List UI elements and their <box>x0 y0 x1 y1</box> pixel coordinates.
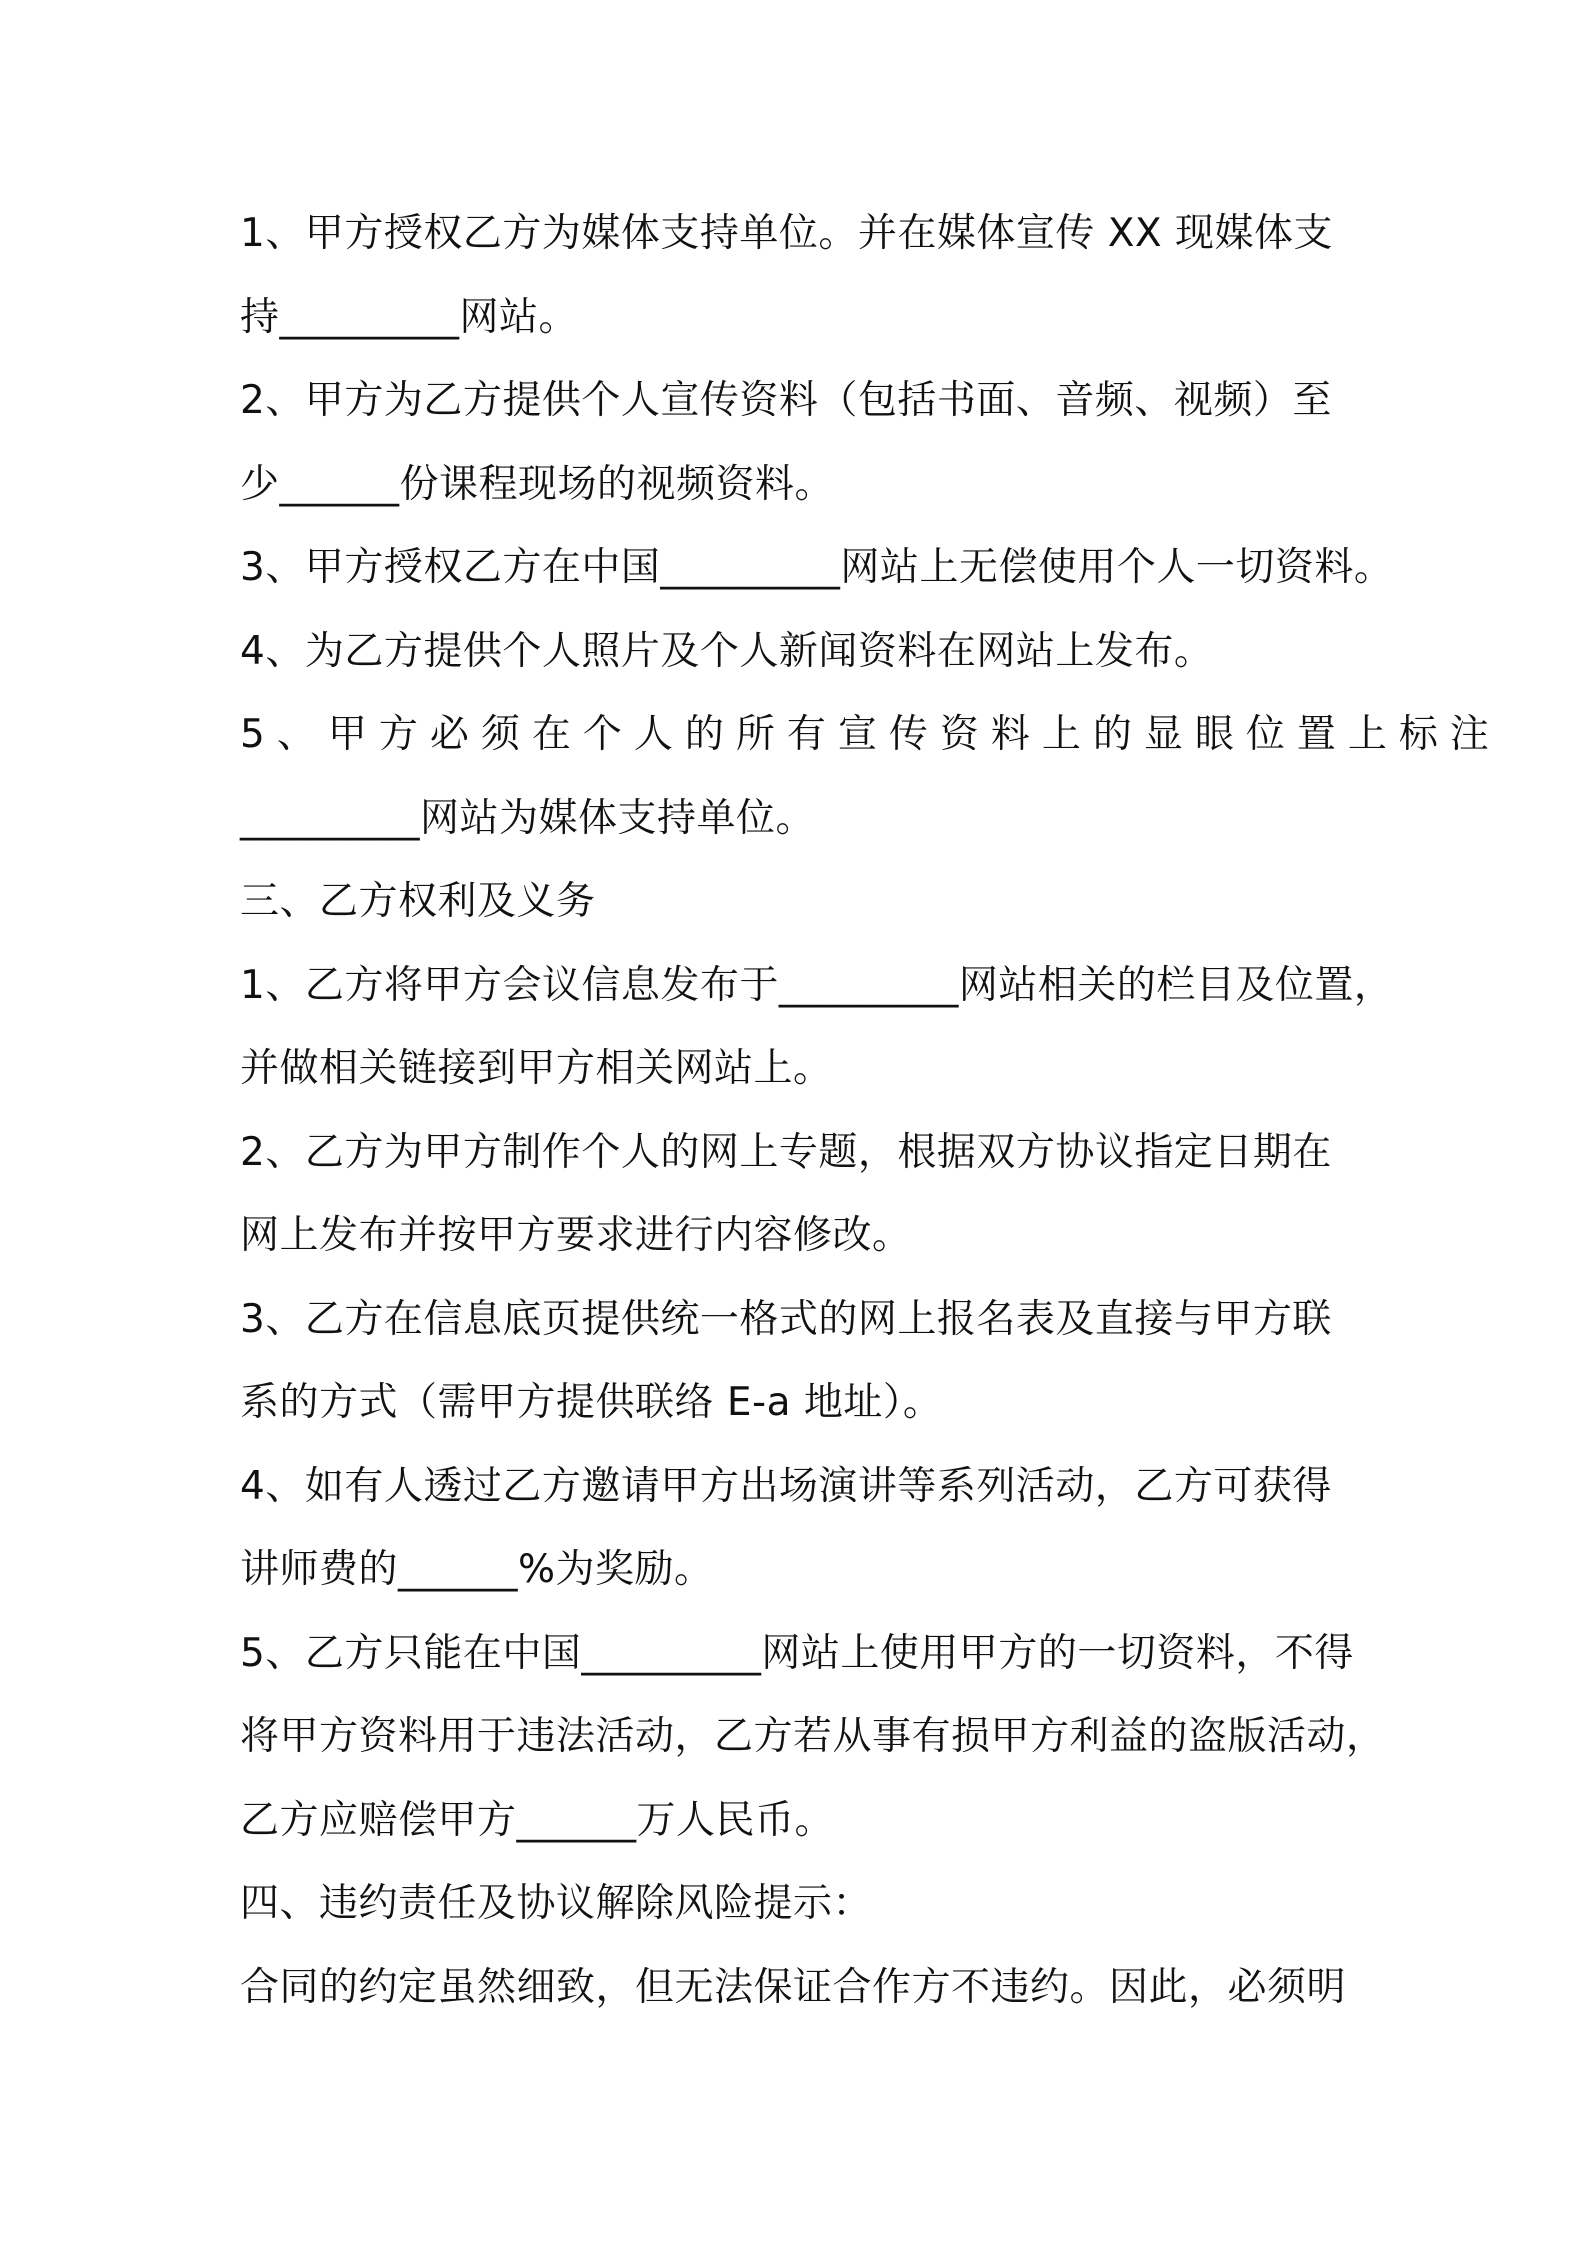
text-line: 乙方应赔偿甲方______万人民币。 <box>240 1797 835 1843</box>
section-heading: 三、乙方权利及义务 <box>240 879 596 924</box>
text-line: 持_________网站。 <box>240 294 579 340</box>
text-line: 3、乙方在信息底页提供统一格式的网上报名表及直接与甲方联 <box>240 1296 1332 1342</box>
text-line: 5、乙方只能在中国_________网站上使用甲方的一切资料，不得 <box>240 1630 1354 1676</box>
text-line: 3、甲方授权乙方在中国_________网站上无偿使用个人一切资料。 <box>240 545 1394 590</box>
text-line: 1、乙方将甲方会议信息发布于_________网站相关的栏目及位置， <box>240 962 1394 1008</box>
text-line: 4、为乙方提供个人照片及个人新闻资料在网站上发布。 <box>240 628 1214 674</box>
text-line: 少______份课程现场的视频资料。 <box>240 461 835 507</box>
text-line: 合同的约定虽然细致，但无法保证合作方不违约。因此，必须明 <box>240 1964 1347 2010</box>
text-line: 1、甲方授权乙方为媒体支持单位。并在媒体宣传 XX 现媒体支 <box>240 211 1334 256</box>
text-line: 系的方式（需甲方提供联络 E-a 地址）。 <box>240 1380 943 1425</box>
text-line: 并做相关链接到甲方相关网站上。 <box>240 1046 833 1091</box>
text-line: 讲师费的______%为奖励。 <box>240 1547 714 1592</box>
text-line: 网上发布并按甲方要求进行内容修改。 <box>240 1213 912 1258</box>
text-line: _________网站为媒体支持单位。 <box>240 795 816 841</box>
text-line: 5、甲方必须在个人的所有宣传资料上的显眼位置上标注 <box>240 712 1501 757</box>
text-line: 4、如有人透过乙方邀请甲方出场演讲等系列活动，乙方可获得 <box>240 1463 1332 1509</box>
text-line: 2、乙方为甲方制作个人的网上专题，根据双方协议指定日期在 <box>240 1129 1332 1175</box>
section-heading: 四、违约责任及协议解除风险提示： <box>240 1881 873 1926</box>
document-body <box>240 192 1501 2029</box>
text-line: 2、甲方为乙方提供个人宣传资料（包括书面、音频、视频）至 <box>240 378 1332 423</box>
text-line: 将甲方资料用于违法活动，乙方若从事有损甲方利益的盗版活动， <box>240 1714 1386 1759</box>
